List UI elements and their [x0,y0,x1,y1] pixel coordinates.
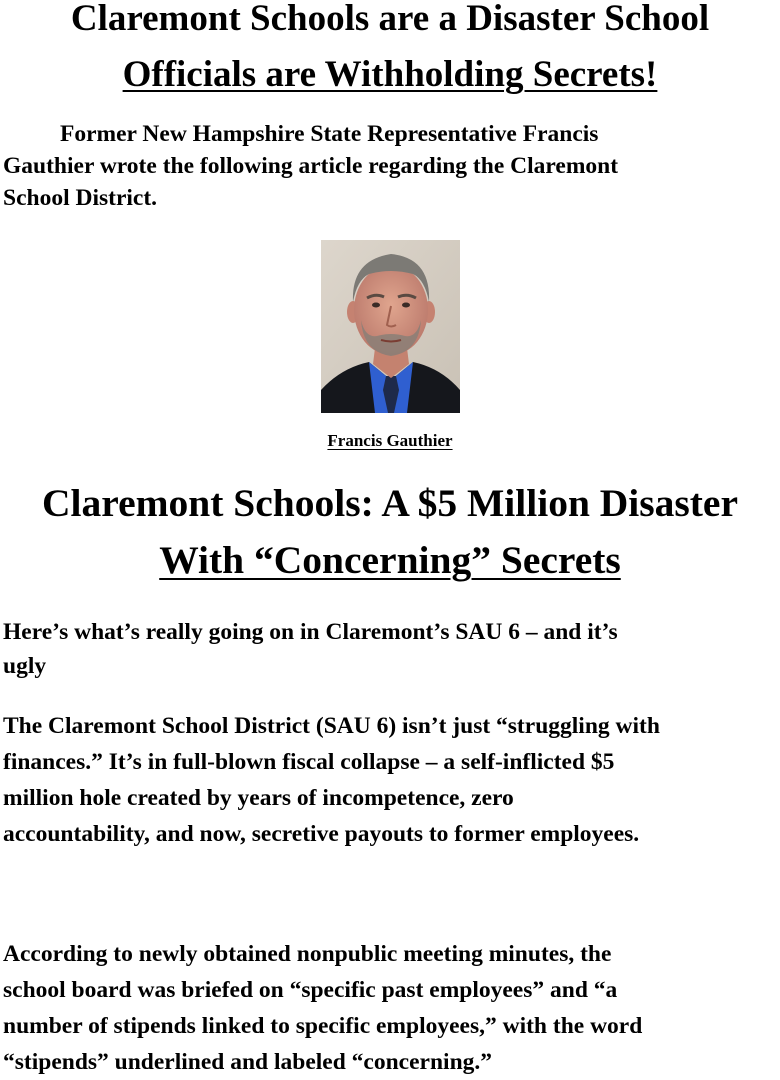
intro-line-2: Gauthier wrote the following article regarding the Claremont [3,153,619,179]
paragraph-2-line: number of stipends linked to specific employees,” with the word [3,1013,643,1039]
article-paragraph-1 [3,708,775,852]
article-title-line-1: Claremont Schools: A $5 Million Disaster [42,481,738,525]
portrait-photo [321,240,460,413]
paragraph-2-line: “stipends” underlined and labeled “concerning.” [3,1049,493,1075]
article-paragraph-2 [3,936,775,1080]
photo-caption: Francis Gauthier [327,431,453,450]
subhead-line-1: Here’s what’s really going on in Claremont’s SAU 6 – and it’s [3,619,618,645]
intro-line-1: Former New Hampshire State Representative Francis [60,121,599,147]
paragraph-2-line: school board was briefed on “specific past employees” and “a [3,977,618,1003]
intro-line-3: School District. [3,185,158,211]
paragraph-1-line: The Claremont School District (SAU 6) isn’t just “struggling with [3,713,660,739]
headline-line-2: Officials are Withholding Secrets! [122,54,658,95]
article-title-line-2: With “Concerning” Secrets [159,538,621,582]
intro-paragraph [3,118,773,214]
paragraph-1-line: finances.” It’s in full-blown fiscal collapse – a self-inflicted $5 [3,749,615,775]
paragraph-2-line: According to newly obtained nonpublic meeting minutes, the [3,941,612,967]
subhead-line-2: ugly [3,653,47,679]
paragraph-1-line: million hole created by years of incompetence, zero [3,785,514,811]
article-subhead [3,615,773,683]
paragraph-1-line: accountability, and now, secretive payouts to former employees. [3,821,640,847]
portrait-illustration [321,240,460,413]
headline-line-1: Claremont Schools are a Disaster School [70,0,710,39]
